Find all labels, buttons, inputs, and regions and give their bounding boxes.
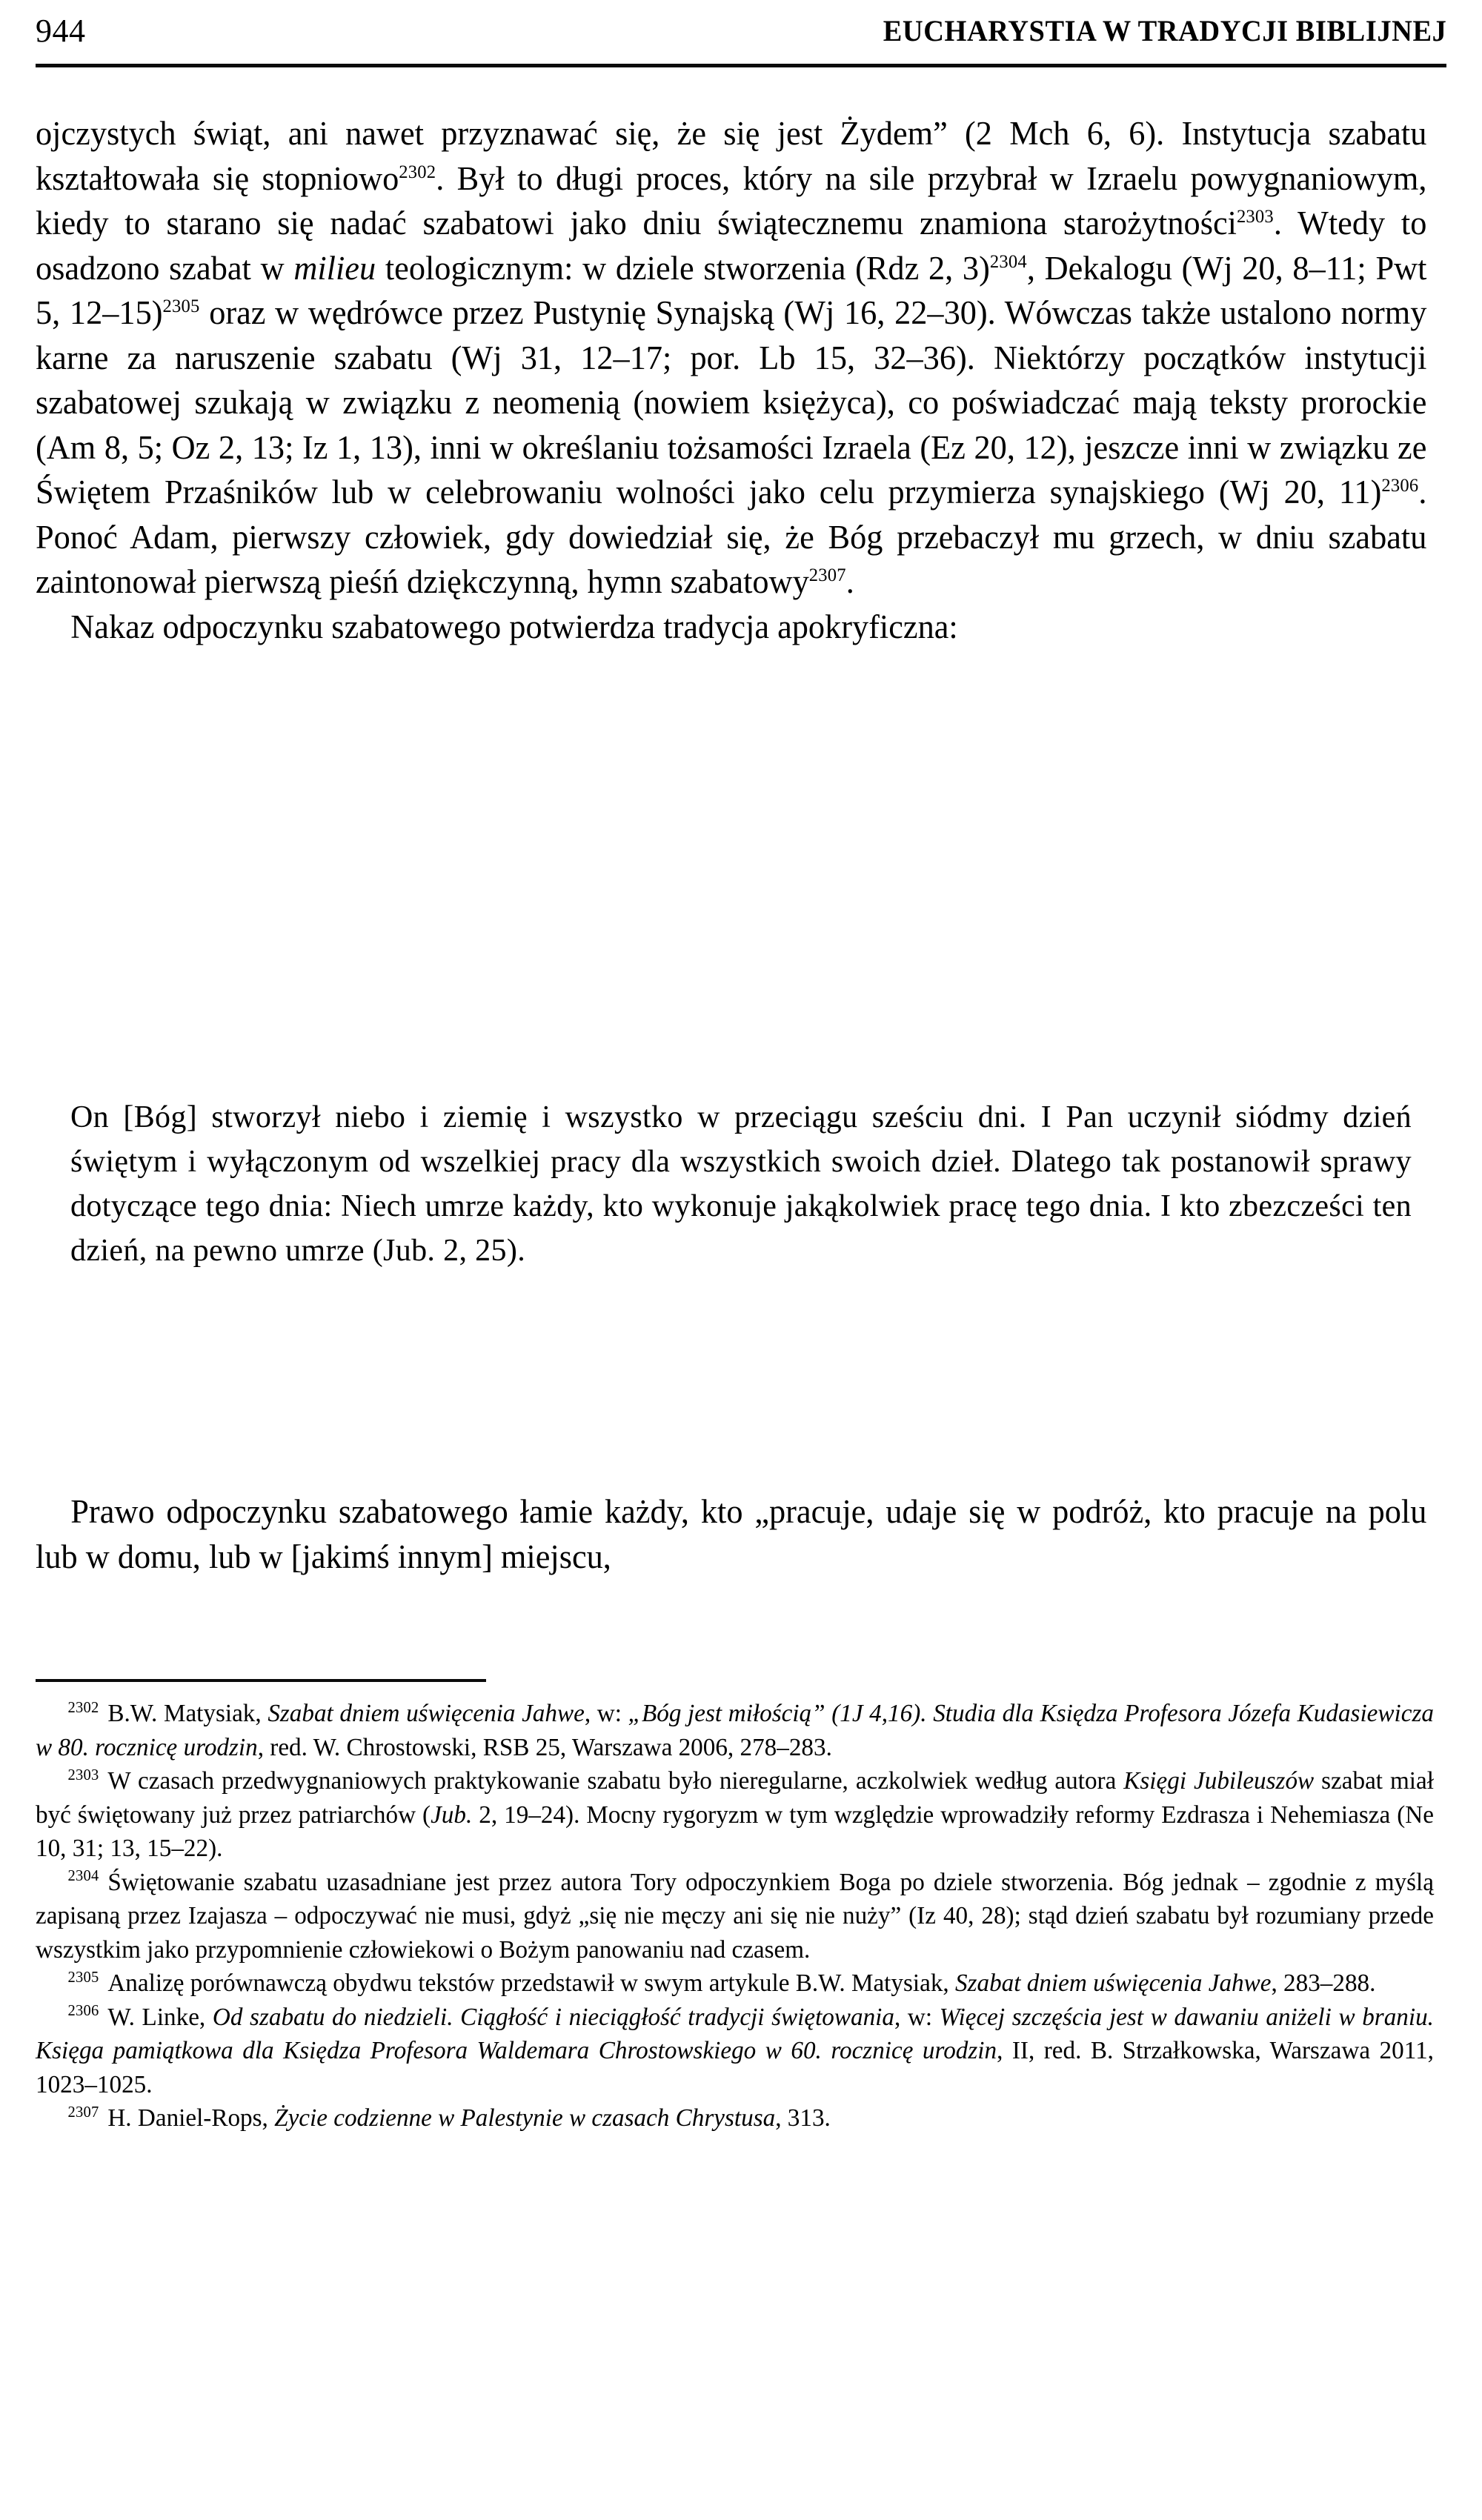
para1-segment-1: ojczystych świąt, ani nawet przyznawać się, że się jest Żydem” (2 Mch 6, 6). Instytucja szabatu kształtowała się stopniowo bbox=[36, 115, 1427, 197]
footnote-ref-2306[interactable]: 2306 bbox=[1381, 476, 1419, 496]
footnote-number: 2302 bbox=[67, 1698, 99, 1716]
footnote-run-text-2: szabat miał być świętowany już przez patriarchów ( bbox=[36, 1767, 1434, 1829]
para1-segment-4: teologicznym: w dziele stworzenia (Rdz 2, 3) bbox=[376, 249, 990, 287]
footnote-run-title-1: Od szabatu do niedzieli. Ciągłość i nieciągłość tradycji świętowania bbox=[212, 2003, 894, 2031]
footnote-run-text-2: , 313. bbox=[775, 2104, 831, 2132]
footnote-number: 2307 bbox=[67, 2103, 99, 2121]
footnote-number: 2304 bbox=[67, 1867, 99, 1885]
block-quotation bbox=[70, 1095, 1412, 1273]
footnote-run-title-1: Szabat dniem uświęcenia Jahwe bbox=[954, 1969, 1272, 1997]
footnote-separator-rule bbox=[36, 1679, 486, 1682]
footnote-2303 bbox=[36, 1764, 1434, 1866]
footnote-run-text-0: B.W. Matysiak, bbox=[107, 1700, 268, 1727]
footnote-ref-2302[interactable]: 2302 bbox=[399, 162, 436, 182]
footnote-run-text-0: Świętowanie szabatu uzasadniane jest przez autora Tory odpoczynkiem Boga po dziele stworzenia. Bóg jednak – zgodnie z myślą zapisaną przez Izajasza – odpoczywać nie musi, gdyż „się nie męczy ani się nie nuży” (Iz 40, 28); stąd dzień szabatu był rozumiany przede wszystkim jako przypomnienie człowiekowi o Bożym panowaniu nad czasem. bbox=[36, 1868, 1434, 1964]
footnote-2304 bbox=[36, 1866, 1434, 1967]
footnote-ref-2307[interactable]: 2307 bbox=[808, 565, 846, 585]
footnote-number: 2303 bbox=[67, 1766, 99, 1783]
body-text-column-lower bbox=[36, 1489, 1448, 1579]
footnote-column bbox=[36, 1697, 1448, 2135]
quotation-text: On [Bóg] stworzył niebo i ziemię i wszystko w przeciągu sześciu dni. I Pan uczynił siódmy dzień świętym i wyłączonym od wszelkiej pracy dla wszystkich swoich dzieł. Dlatego tak postanowił sprawy dotyczące tego dnia: Niech umrze każdy, kto wykonuje jakąkolwiek pracę tego dnia. I kto zbezcześci ten dzień, na pewno umrze (Jub. 2, 25). bbox=[70, 1100, 1412, 1268]
para1-segment-6: oraz w wędrówce przez Pustynię Synajską (Wj 16, 22–30). Wówczas także ustalono normy karne za naruszenie szabatu (Wj 31, 12–17; por. Lb 15, 32–36). Niektórzy początków instytucji szabatowej szukają w związku z neomenią (nowiem księżyca), co poświadczać mają teksty prorockie (Am 8, 5; Oz 2, 13; Iz 1, 13), inni w określaniu tożsamości Izraela (Ez 20, 12), jeszcze inni w związku ze Świętem Przaśników lub w celebrowaniu wolności jako celu przymierza synajskiego (Wj 20, 11) bbox=[36, 294, 1427, 511]
body-text-column bbox=[36, 111, 1448, 649]
footnote-run-text-4: , red. W. Chrostowski, RSB 25, Warszawa 2006, 278–283. bbox=[257, 1733, 832, 1761]
footnote-run-title-3: Jub. bbox=[431, 1801, 473, 1829]
footnote-run-title-1: Księgi Jubileuszów bbox=[1123, 1767, 1315, 1795]
body-paragraph-3: Prawo odpoczynku szabatowego łamie każdy, kto „pracuje, udaje się w podróż, kto pracuje na polu lub w domu, lub w [jakimś innym] miejscu, bbox=[36, 1493, 1427, 1575]
para1-segment-7: . Ponoć Adam, pierwszy człowiek, gdy dowiedział się, że Bóg przebaczył mu grzech, w dniu szabatu zaintonował pierwszą pieśń dziękczynną, hymn szabatowy bbox=[36, 473, 1427, 600]
footnote-number: 2306 bbox=[67, 2002, 99, 2020]
footnote-run-text-2: , 283–288. bbox=[1271, 1969, 1376, 1997]
footnote-run-title-3: „Bóg jest miłością” (1J 4,16). Studia dla Księdza Profesora Józefa Kudasiewicza w 80. rocznicę urodzin bbox=[36, 1700, 1434, 1761]
running-title: EUCHARYSTIA W TRADYCJI BIBLIJNEJ bbox=[883, 14, 1446, 47]
para1-segment-2: . Był to długi proces, który na sile przybrał w Izraelu powygnaniowym, kiedy to starano się nadać szabatowi jako dniu świątecznemu znamiona starożytności bbox=[36, 159, 1427, 242]
footnote-2302 bbox=[36, 1697, 1434, 1764]
para1-segment-8: . bbox=[845, 563, 854, 600]
footnote-2307 bbox=[36, 2101, 1434, 2135]
page-number: 944 bbox=[36, 13, 86, 49]
footnote-run-title-1: Szabat dniem uświęcenia Jahwe bbox=[268, 1700, 585, 1727]
running-head bbox=[36, 10, 1446, 58]
footnote-2305 bbox=[36, 1967, 1434, 2001]
body-paragraph-1 bbox=[36, 111, 1426, 605]
footnote-2306 bbox=[36, 2001, 1434, 2102]
body-paragraph-2: Nakaz odpoczynku szabatowego potwierdza tradycja apokryficzna: bbox=[70, 608, 958, 645]
footnote-ref-2304[interactable]: 2304 bbox=[989, 251, 1027, 272]
footnote-ref-2305[interactable]: 2305 bbox=[162, 296, 200, 316]
footnote-run-text-0: W. Linke, bbox=[107, 2003, 213, 2031]
para1-segment-5: , Dekalogu (Wj 20, 8–11; Pwt 5, 12–15) bbox=[36, 249, 1427, 331]
footnote-run-text-0: H. Daniel-Rops, bbox=[107, 2104, 275, 2132]
footnote-run-title-1: Życie codzienne w Palestynie w czasach Chrystusa bbox=[274, 2104, 776, 2132]
header-rule bbox=[36, 64, 1446, 67]
foreign-term-milieu: milieu bbox=[293, 249, 376, 287]
para1-segment-3: . Wtedy to osadzono szabat w bbox=[36, 205, 1427, 287]
footnote-run-text-0: W czasach przedwygnaniowych praktykowanie szabatu było nieregularne, aczkolwiek według autora bbox=[107, 1767, 1124, 1795]
footnote-run-title-3: Więcej szczęścia jest w dawaniu aniżeli w braniu. Księga pamiątkowa dla Księdza Profesora Waldemara Chrostowskiego w 60. rocznicę urodzin bbox=[36, 2003, 1434, 2064]
footnote-run-text-0: Analizę porównawczą obydwu tekstów przedstawił w swym artykule B.W. Matysiak, bbox=[107, 1969, 955, 1997]
footnote-ref-2303[interactable]: 2303 bbox=[1236, 207, 1274, 227]
footnote-run-text-4: 2, 19–24). Mocny rygoryzm w tym względzie wprowadziły reformy Ezdrasza i Nehemiasza (Ne 10, 31; 13, 15–22). bbox=[36, 1801, 1434, 1862]
footnote-run-text-4: , II, red. B. Strzałkowska, Warszawa 2011, 1023–1025. bbox=[36, 2037, 1434, 2098]
footnote-number: 2305 bbox=[67, 1968, 99, 1986]
footnote-run-text-2: , w: bbox=[894, 2003, 940, 2031]
footnote-run-text-2: , w: bbox=[584, 1700, 628, 1727]
